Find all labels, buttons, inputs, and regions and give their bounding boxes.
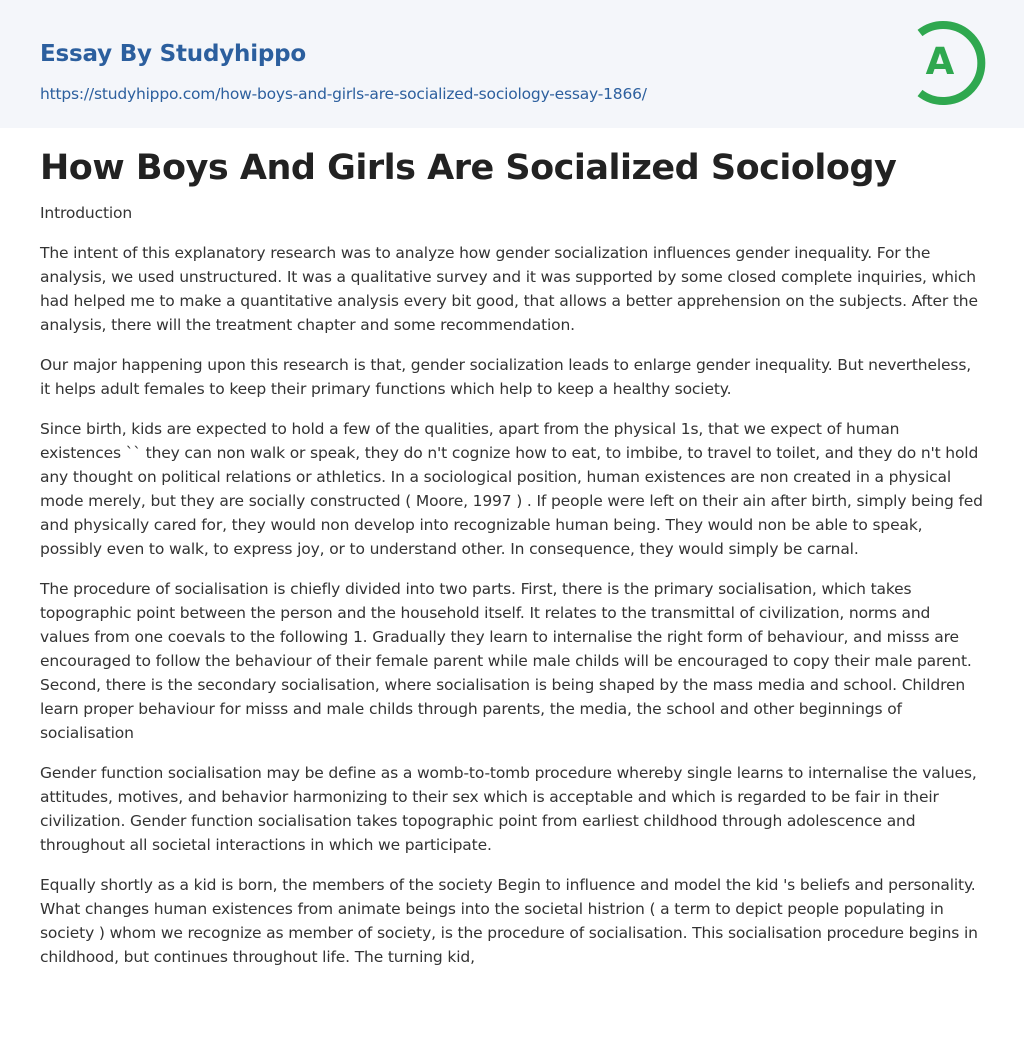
paragraph-5: Gender function socialisation may be define as a womb-to-tomb procedure whereby single learns to internalise the values, attitudes, motives, and behavior harmonizing to their sex which is acceptable and which is regarded to be fair in their civilization. Gender function socialisation takes topographic point from earliest childhood through adolescence and throughout all societal interactions in which we participate. bbox=[40, 764, 977, 854]
paragraph-2: Our major happening upon this research is that, gender socialization leads to enlarge gender inequality. But nevertheless, it helps adult females to keep their primary functions which help to keep a healthy society. bbox=[40, 356, 972, 398]
essay-url-link[interactable]: https://studyhippo.com/how-boys-and-girls-are-socialized-sociology-essay-1866/ bbox=[40, 85, 647, 103]
essay-title: How Boys And Girls Are Socialized Sociology bbox=[40, 148, 897, 188]
paragraph-4: The procedure of socialisation is chiefly divided into two parts. First, there is the primary socialisation, which takes topographic point between the person and the household itself. It relates to the transmittal of civilization, norms and values from one coevals to the following 1. Gradually they learn to internalise the right form of behaviour, and misss are encouraged to follow the behaviour of their female parent while male childs will be encouraged to copy their male parent. Second, there is the secondary socialisation, where socialisation is being shaped by the mass media and school. Children learn proper behaviour for misss and male childs through parents, the media, the school and other beginnings of socialisation bbox=[40, 580, 972, 742]
studyhippo-logo-icon[interactable] bbox=[908, 19, 988, 107]
logo-letter: A bbox=[925, 40, 955, 83]
site-brand[interactable]: Essay By Studyhippo bbox=[40, 41, 307, 67]
paragraph-1: The intent of this explanatory research was to analyze how gender socialization influences gender inequality. For the analysis, we used unstructured. It was a qualitative survey and it was supported by some closed complete inquiries, which had helped me to make a quantitative analysis every bit good, that allows a better apprehension on the subjects. After the analysis, there will the treatment chapter and some recommendation. bbox=[40, 244, 978, 334]
paragraph-introduction-heading: Introduction bbox=[40, 204, 133, 222]
paragraph-3: Since birth, kids are expected to hold a few of the qualities, apart from the physical 1s, that we expect of human existences `` they can non walk or speak, they do n't cognize how to eat, to imbibe, to travel to toilet, and they do n't hold any thought on political relations or athletics. In a sociological position, human existences are non created in a physical mode merely, but they are socially constructed ( Moore, 1997 ) . If people were left on their ain after birth, simply being fed and physically cared for, they would non develop into recognizable human being. They would non be able to speak, possibly even to walk, to express joy, or to understand other. In consequence, they would simply be carnal. bbox=[40, 420, 983, 558]
essay-body bbox=[40, 201, 984, 985]
paragraph-6: Equally shortly as a kid is born, the members of the society Begin to influence and model the kid 's beliefs and personality. What changes human existences from animate beings into the societal histrion ( a term to depict people populating in society ) whom we recognize as member of society, is the procedure of socialisation. This socialisation procedure begins in childhood, but continues throughout life. The turning kid, bbox=[40, 876, 978, 966]
